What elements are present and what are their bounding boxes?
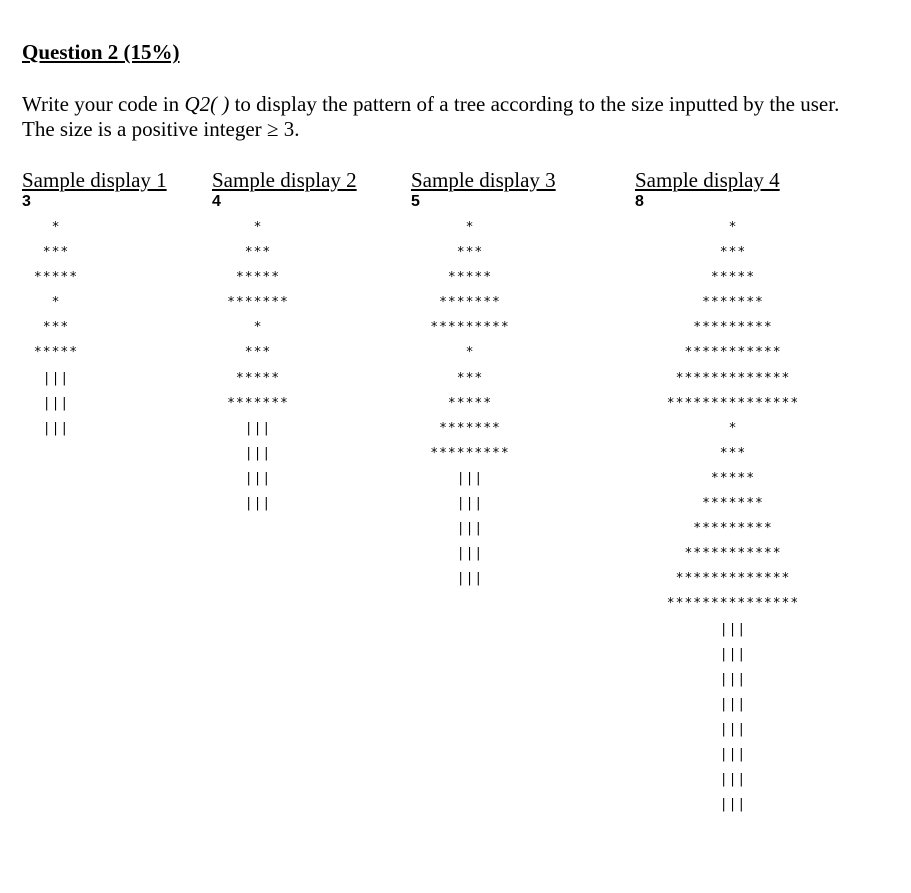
tree-line: ***: [719, 445, 747, 461]
tree-line: *****: [235, 270, 281, 286]
tree-line: ***: [42, 245, 70, 261]
tree-output-4: [623, 215, 843, 817]
tree-line: *****: [447, 395, 493, 411]
prompt-line-2: The size is a positive integer ≥ 3.: [22, 117, 300, 141]
tree-line: *: [253, 220, 263, 235]
tree-line: |||: [244, 445, 272, 461]
sample-display-2: [212, 168, 357, 211]
tree-line: *********: [693, 320, 773, 336]
tree-line: ***: [42, 320, 70, 336]
sample-input: 8: [635, 193, 644, 210]
tree-line: |||: [42, 395, 70, 411]
tree-line: |||: [719, 797, 747, 813]
tree-line: *****: [710, 270, 756, 286]
tree-line: *: [728, 420, 738, 436]
tree-line: |||: [456, 571, 484, 587]
tree-line: ***: [456, 245, 484, 261]
tree-line: |||: [42, 370, 70, 386]
tree-line: |||: [719, 696, 747, 712]
sample-title: Sample display 4: [635, 168, 780, 192]
function-name: Q2( ): [184, 92, 230, 116]
tree-line: *: [51, 220, 61, 235]
tree-line: *******: [702, 295, 764, 311]
tree-line: *****: [235, 370, 281, 386]
tree-line: ***********: [684, 546, 782, 562]
tree-output-3: [360, 215, 580, 591]
tree-line: *******: [439, 295, 501, 311]
tree-line: ***: [244, 245, 272, 261]
tree-line: *****: [447, 270, 493, 286]
tree-line: |||: [456, 496, 484, 512]
tree-line: *********: [430, 445, 510, 461]
sample-title: Sample display 3: [411, 168, 556, 192]
tree-line: *****: [33, 345, 79, 361]
tree-output-2: [148, 215, 368, 516]
tree-line: |||: [456, 546, 484, 562]
question-heading: Question 2 (15%): [22, 40, 180, 64]
tree-line: |||: [244, 420, 272, 436]
tree-line: *********: [693, 521, 773, 537]
tree-line: *: [253, 320, 263, 336]
tree-line: |||: [719, 646, 747, 662]
tree-line: |||: [719, 671, 747, 687]
tree-line: |||: [244, 470, 272, 486]
prompt-text-after: to display the pattern of a tree according to the size inputted by the user.: [229, 92, 840, 116]
sample-input: 4: [212, 193, 221, 210]
tree-output-1: [0, 215, 166, 441]
tree-line: ***: [719, 245, 747, 261]
sample-title: Sample display 2: [212, 168, 357, 192]
tree-line: |||: [456, 470, 484, 486]
tree-line: ***: [244, 345, 272, 361]
tree-line: |||: [719, 746, 747, 762]
tree-line: *******: [227, 395, 289, 411]
tree-line: *************: [675, 571, 791, 587]
sample-title: Sample display 1: [22, 168, 167, 192]
tree-line: ***: [456, 370, 484, 386]
sample-input: 3: [22, 193, 31, 210]
sample-display-3: [411, 168, 556, 211]
tree-line: |||: [719, 772, 747, 788]
tree-line: *********: [430, 320, 510, 336]
tree-line: |||: [244, 496, 272, 512]
prompt-line-1: [22, 92, 902, 117]
sample-display-4: [635, 168, 780, 211]
tree-line: *: [51, 295, 61, 311]
tree-line: *****: [710, 470, 756, 486]
tree-line: *******: [439, 420, 501, 436]
sample-input: 5: [411, 193, 420, 210]
tree-line: |||: [719, 621, 747, 637]
tree-line: *: [465, 345, 475, 361]
tree-line: *****: [33, 270, 79, 286]
tree-line: *******: [702, 496, 764, 512]
tree-line: *******: [227, 295, 289, 311]
tree-line: |||: [42, 420, 70, 436]
tree-line: *: [728, 220, 738, 235]
tree-line: ***********: [684, 345, 782, 361]
tree-line: |||: [456, 521, 484, 537]
question-prompt: [22, 92, 902, 142]
tree-line: *: [465, 220, 475, 235]
tree-line: ***************: [666, 596, 800, 612]
tree-line: *************: [675, 370, 791, 386]
tree-line: |||: [719, 721, 747, 737]
sample-display-1: [22, 168, 167, 211]
prompt-text-before: Write your code in: [22, 92, 185, 116]
tree-line: ***************: [666, 395, 800, 411]
